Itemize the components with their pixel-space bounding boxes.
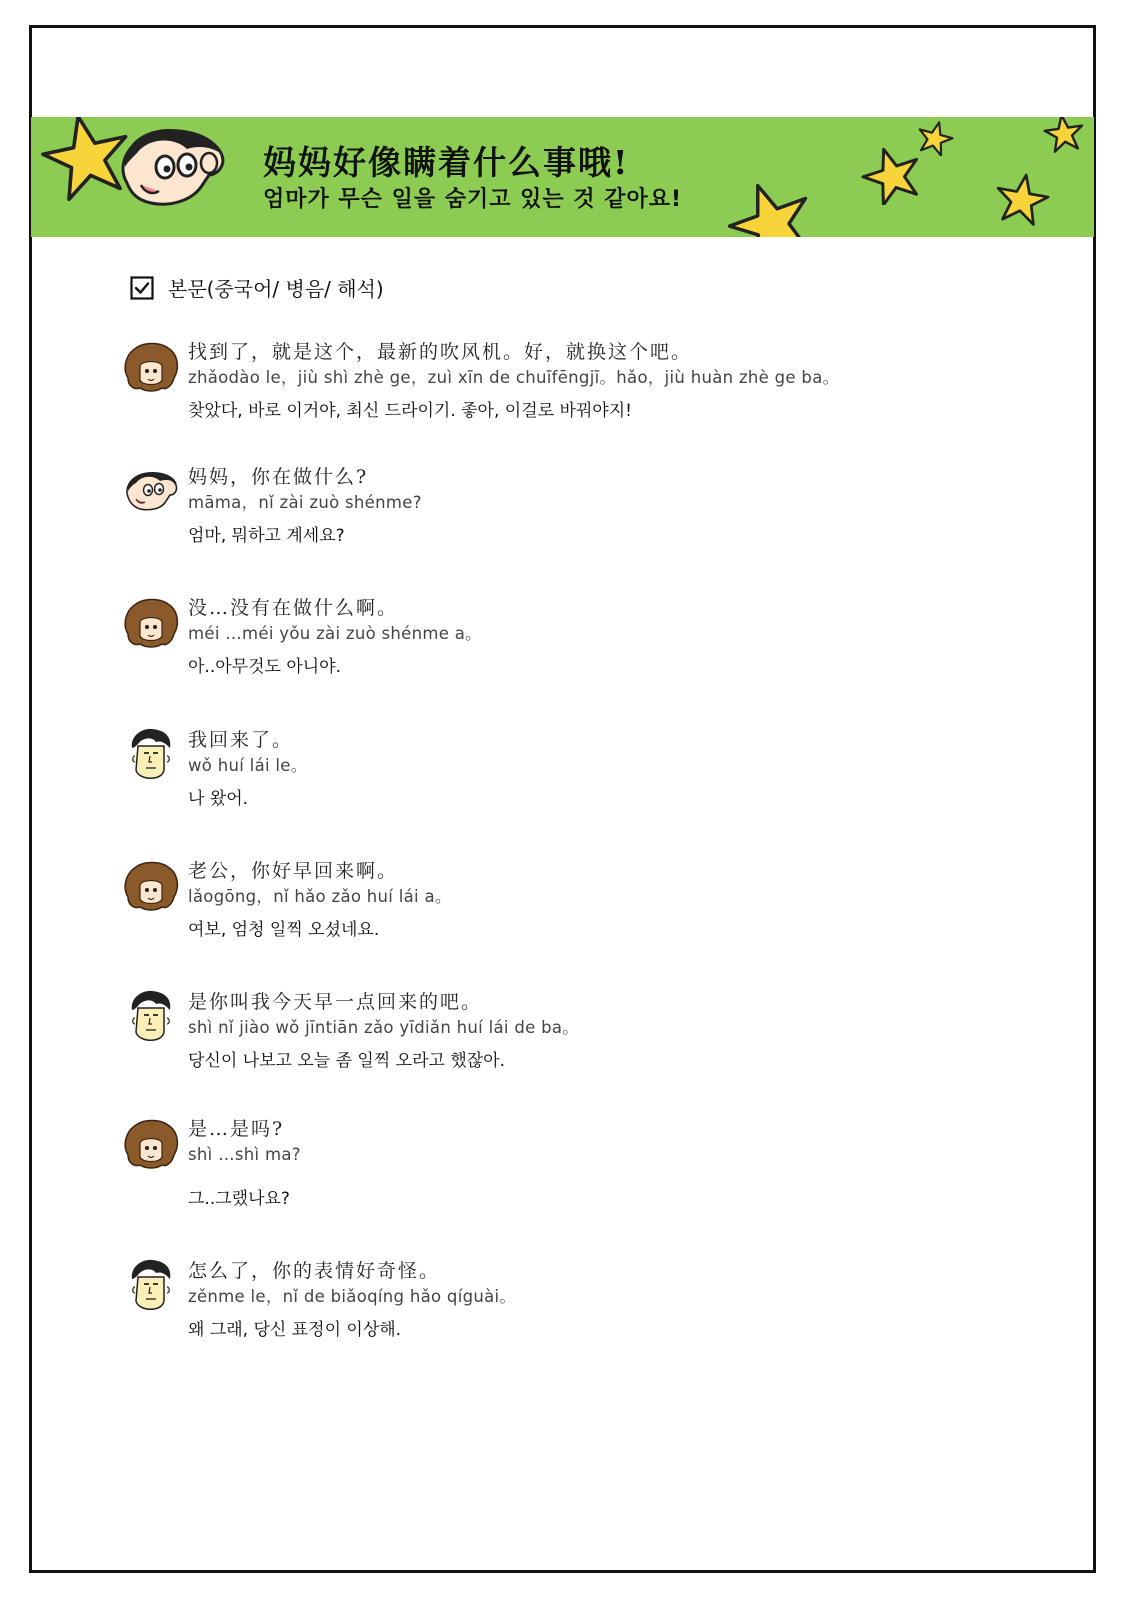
chinese-text: 是你叫我今天早一点回来的吧。 <box>188 991 483 1013</box>
pinyin-text: shì nǐ jiào wǒ jīntiān zǎo yīdiǎn huí lái de ba。 <box>188 1018 580 1037</box>
star-icon <box>994 172 1050 226</box>
chinese-text: 怎么了，你的表情好奇怪。 <box>188 1260 441 1282</box>
dialogue-line <box>122 463 422 548</box>
pinyin-text: zěnme le，nǐ de biǎoqíng hǎo qíguài。 <box>188 1287 517 1306</box>
chinese-text: 我回来了。 <box>188 729 294 751</box>
mom-avatar-icon <box>122 1115 180 1173</box>
korean-translation: 나 왔어. <box>188 789 249 809</box>
dialogue-line <box>122 988 579 1073</box>
chinese-text: 没…没有在做什么啊。 <box>188 597 399 619</box>
korean-translation: 엄마, 뭐하고 계세요? <box>188 526 345 546</box>
dad-avatar-icon <box>122 726 180 784</box>
checkbox-checked-icon <box>130 276 154 300</box>
star-icon <box>726 179 816 237</box>
dialogue-line <box>122 594 482 679</box>
chinese-text: 妈妈，你在做什么? <box>188 466 369 488</box>
korean-translation: 그..그랬나요? <box>188 1189 290 1209</box>
korean-translation: 왜 그래, 당신 표정이 이상해. <box>188 1320 402 1340</box>
star-icon <box>916 120 954 156</box>
dad-avatar-icon <box>122 988 180 1046</box>
chinese-text: 找到了，就是这个，最新的吹风机。好，就换这个吧。 <box>188 341 693 363</box>
korean-translation: 당신이 나보고 오늘 좀 일찍 오라고 했잖아. <box>188 1051 506 1071</box>
pinyin-text: shì …shì ma? <box>188 1145 301 1164</box>
shinchan-avatar-icon <box>122 463 180 521</box>
pinyin-text: zhǎodào le，jiù shì zhè ge，zuì xīn de chuīfēngjī。hǎo，jiù huàn zhè ge ba。 <box>188 368 840 387</box>
chinese-text: 老公，你好早回来啊。 <box>188 860 399 882</box>
mom-avatar-icon <box>122 857 180 915</box>
dialogue-line <box>122 857 452 942</box>
korean-translation: 찾았다, 바로 이거야, 최신 드라이기. 좋아, 이걸로 바꿔야지! <box>188 401 632 421</box>
section-label: 본문(중국어/ 병음/ 해석) <box>168 277 384 301</box>
korean-translation: 여보, 엄청 일찍 오셨네요. <box>188 920 380 940</box>
mom-avatar-icon <box>122 338 180 396</box>
banner-subtitle: 엄마가 무슨 일을 숨기고 있는 것 같아요! <box>263 187 683 212</box>
star-icon <box>1043 117 1085 153</box>
mom-avatar-icon <box>122 594 180 652</box>
title-banner <box>31 117 1094 237</box>
pinyin-text: māma，nǐ zài zuò shénme? <box>188 493 422 512</box>
korean-translation: 아..아무것도 아니야. <box>188 657 341 677</box>
pinyin-text: méi …méi yǒu zài zuò shénme a。 <box>188 624 482 643</box>
dialogue-line <box>122 338 839 423</box>
banner-title: 妈妈好像瞒着什么事哦! <box>263 143 630 182</box>
pinyin-text: lǎogōng，nǐ hǎo zǎo huí lái a。 <box>188 887 452 906</box>
dialogue-line <box>122 1115 301 1211</box>
dialogue-line <box>122 726 308 811</box>
chinese-text: 是…是吗? <box>188 1118 285 1140</box>
star-icon <box>861 145 923 205</box>
pinyin-text: wǒ huí lái le。 <box>188 756 308 775</box>
section-heading <box>130 273 384 302</box>
dad-avatar-icon <box>122 1257 180 1315</box>
dialogue-line <box>122 1257 516 1342</box>
shinchan-face-icon <box>113 123 233 211</box>
